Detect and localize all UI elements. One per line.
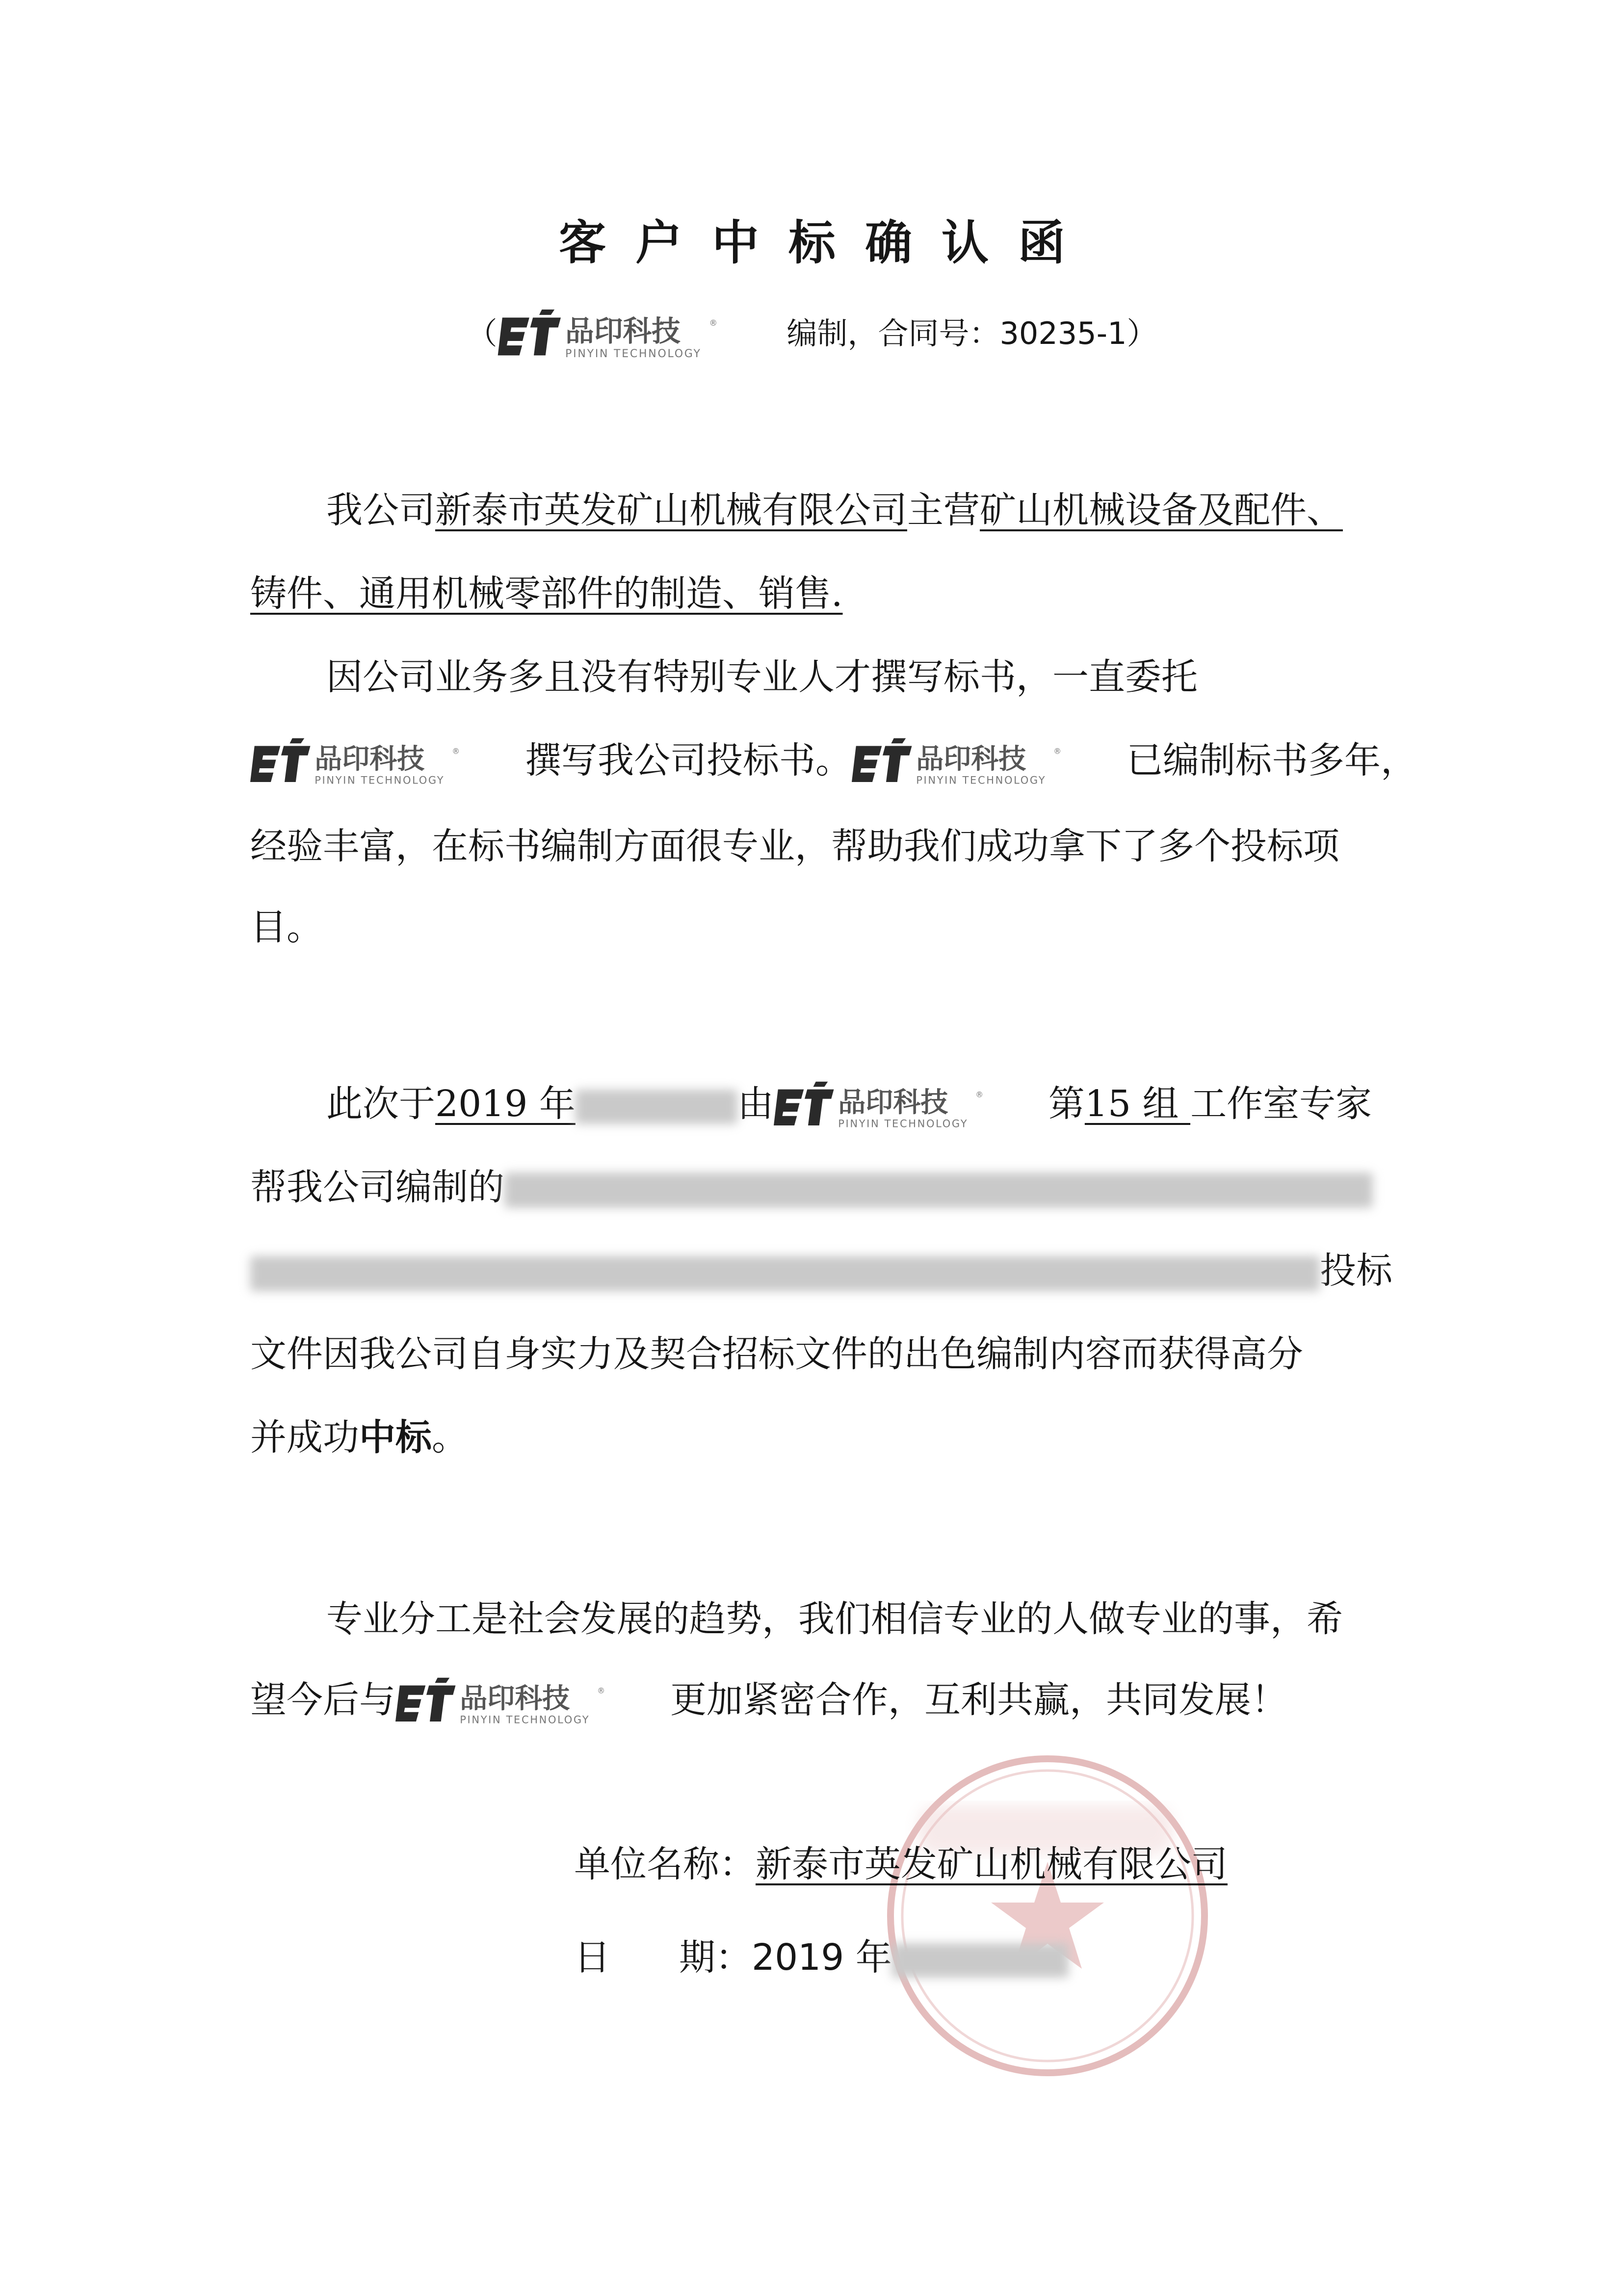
svg-text:®: ® (975, 1090, 983, 1099)
redacted-date (576, 1090, 737, 1124)
company-logo (250, 737, 525, 789)
unit-name-line (574, 1835, 1228, 1894)
ey-logo-icon (498, 310, 561, 356)
paragraph-2-line-4 (250, 898, 323, 957)
text: 主营 (907, 489, 980, 531)
unit-value: 新泰市英发矿山机械有限公司 (756, 1843, 1228, 1885)
paragraph-3-line-2 (250, 1158, 1373, 1217)
date-line (574, 1928, 1069, 1987)
text: 投标 (1320, 1250, 1392, 1292)
text: 文件因我公司自身实力及契合招标文件的出色编制内容而获得高分 (250, 1333, 1303, 1375)
text: 撰写我公司投标书。 (525, 739, 852, 782)
text: 专业分工是社会发展的趋势，我们相信专业的人做专业的事，希 (326, 1598, 1343, 1640)
business-scope: 矿山机械设备及配件、 (980, 489, 1343, 531)
subtitle-open-paren: （ (467, 315, 498, 351)
company-name: 新泰市英发矿山机械有限公司 (435, 489, 907, 531)
paragraph-1-line-1 (326, 481, 1343, 540)
text: 目。 (250, 906, 323, 948)
text: 望今后与 (250, 1679, 395, 1721)
won-bid-text: 中标 (359, 1416, 432, 1459)
brand-en: PINYIN TECHNOLOGY (838, 1118, 969, 1130)
brand-name: 品印科技 (460, 1683, 570, 1715)
paragraph-2-line-2 (250, 731, 1417, 790)
company-logo (852, 737, 1126, 789)
svg-text:®: ® (597, 1686, 605, 1696)
brand-name: 品印科技 (916, 743, 1026, 776)
brand-en: PINYIN TECHNOLOGY (565, 347, 702, 360)
redacted-date (892, 1943, 1069, 1978)
paragraph-4-line-2 (250, 1670, 1287, 1729)
paragraph-3-line-1 (326, 1074, 1372, 1133)
brand-name: 品印科技 (838, 1087, 948, 1119)
paragraph-2-line-1 (326, 648, 1198, 706)
text: 第 (1048, 1083, 1085, 1125)
date-label: 期： (679, 1936, 752, 1979)
text: 更加紧密合作，互利共赢，共同发展！ (670, 1679, 1287, 1721)
unit-label: 单位名称： (574, 1843, 756, 1885)
text: 工作室专家 (1190, 1083, 1372, 1125)
text: 并成功 (250, 1416, 359, 1459)
company-seal-stamp (878, 1747, 1217, 2085)
ey-logo-icon (774, 1082, 834, 1125)
company-logo (774, 1081, 1048, 1132)
brand-en: PINYIN TECHNOLOGY (460, 1714, 590, 1726)
brand-en: PINYIN TECHNOLOGY (916, 774, 1047, 786)
date-label: 日 (574, 1936, 610, 1979)
text: 。 (432, 1416, 468, 1459)
subtitle-contract: 编制，合同号：30235-1） (786, 315, 1157, 351)
text: 帮我公司编制的 (250, 1166, 504, 1208)
text: 我公司 (326, 489, 435, 531)
company-logo (395, 1677, 670, 1728)
document-subtitle (0, 304, 1624, 363)
svg-text:®: ® (709, 318, 718, 328)
paragraph-2-line-3 (250, 817, 1339, 876)
text: 此次于 (326, 1083, 435, 1125)
text: 经验丰富，在标书编制方面很专业，帮助我们成功拿下了多个投标项 (250, 825, 1339, 867)
paragraph-3-line-3 (250, 1241, 1392, 1300)
text: 由 (737, 1083, 774, 1125)
business-scope-cont: 铸件、通用机械零部件的制造、销售. (250, 573, 843, 615)
paragraph-3-line-5 (250, 1408, 468, 1467)
ey-logo-icon (250, 738, 311, 782)
redacted-project-name (504, 1173, 1373, 1208)
svg-text:®: ® (1053, 746, 1061, 756)
group-number: 15 组 (1084, 1083, 1191, 1125)
text: 已编制标书多年， (1126, 739, 1417, 782)
svg-text:®: ® (452, 746, 460, 756)
paragraph-1-line-2 (250, 564, 843, 623)
redacted-project-name-cont (250, 1256, 1320, 1291)
company-logo (497, 309, 786, 363)
brand-en: PINYIN TECHNOLOGY (314, 774, 445, 786)
date-year: 2019 年 (752, 1936, 892, 1979)
year: 2019 年 (435, 1083, 576, 1125)
ey-logo-icon (852, 738, 912, 782)
document-title: 客户中标确认函 (559, 215, 1095, 270)
brand-name: 品印科技 (314, 743, 425, 776)
paragraph-4-line-1 (326, 1590, 1343, 1648)
text: 因公司业务多且没有特别专业人才撰写标书，一直委托 (326, 656, 1198, 698)
ey-logo-icon (395, 1678, 456, 1722)
paragraph-3-line-4 (250, 1325, 1303, 1383)
brand-name: 品印科技 (565, 314, 681, 348)
